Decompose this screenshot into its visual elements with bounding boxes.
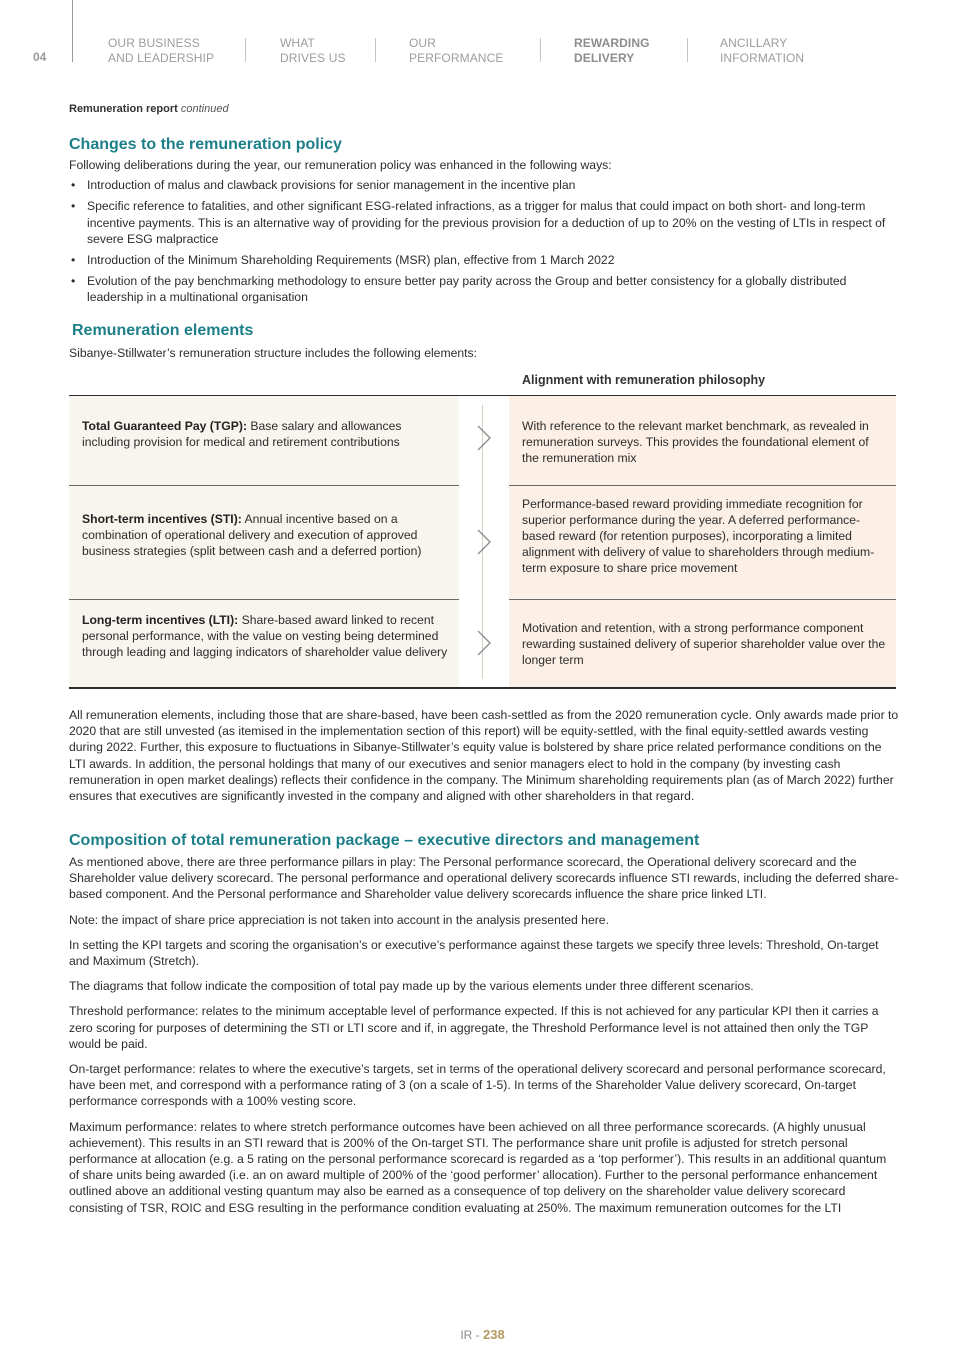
nav-separator xyxy=(540,38,541,62)
nav-our-performance[interactable]: OUR PERFORMANCE xyxy=(409,36,504,65)
nav-what-drives-us[interactable]: WHAT DRIVES US xyxy=(280,36,346,65)
nav-rewarding-delivery[interactable]: REWARDING DELIVERY xyxy=(574,36,650,65)
policy-bullet: • Specific reference to fatalities, and other significant ESG-related infractions, as a trigger for malus that could impact on both short- and long-term incentive payments. This is an alternative way of providing for the previous provision for a deduction of up to 20% on the vesting of LTIs in respect of severe ESG malpractice xyxy=(69,198,899,247)
table-bottom-rule xyxy=(69,687,896,689)
policy-bullet: • Evolution of the pay benchmarking methodology to ensure better pay parity across the Group and better consistency for a globally distributed leadership in a multinational organisation xyxy=(69,273,899,305)
composition-paragraph: As mentioned above, there are three performance pillars in play: The Personal performance scorecard, the Operational delivery scorecard and the Shareholder value delivery scorecard. The personal performance and operational delivery scorecards influence STI rewards, including the deferred share-based component. And the Personal performance and Shareholder value delivery scorecards influence the share price linked LTI. xyxy=(69,855,899,902)
section-number: 04 xyxy=(33,50,47,64)
alignment-tgp: With reference to the relevant market benchmark, as revealed in remuneration surveys. This provides the foundational element of the remuneration mix xyxy=(522,419,869,465)
composition-paragraph: Threshold performance: relates to the minimum acceptable level of performance expected. If this is not achieved for any particular KPI then it carries a zero scoring for purposes of determining the STI or LTI score and if, in aggregate, the Threshold Performance level is not attained then only the TGP would be paid. xyxy=(69,1004,879,1051)
row-rule xyxy=(509,485,896,486)
alignment-header: Alignment with remuneration philosophy xyxy=(522,373,766,387)
elements-intro: Sibanye-Stillwater’s remuneration structure includes the following elements: xyxy=(69,346,478,360)
row-rule xyxy=(509,599,896,600)
composition-title: Composition of total remuneration package – executive directors and management xyxy=(69,832,700,849)
elements-title: Remuneration elements xyxy=(72,322,254,339)
elements-table xyxy=(69,395,896,689)
composition-paragraph: Maximum performance: relates to where stretch performance outcomes have been achieved on all three performance scorecards. (A highly unusual achievement). This results in an STI reward that is 200% of the On-target STI. The performance share unit profile is adjusted for stretch personal performance at allocation (e.g. a 5 rating on the personal performance scorecard is regarded as a ‘top performer’). This results in an additional quantum of share units being awarded (i.e. an on award multiple of 200% of the ‘good performer’ allocation). Further to the personal performance enhancement outlined above an additional vesting quantum may also be earned as a consequence of top delivery on the shareholder value delivery scorecard consisting of TSR, ROIC and ESG resulting in the performance condition evaluating at 250%. The maximum remuneration outcomes for the LTI xyxy=(69,1119,887,1215)
nav-separator xyxy=(245,38,246,62)
element-lti: Long-term incentives (LTI): Share-based award linked to recent personal performance, with the value on vesting being determined through leading and lagging indicators of shareholder value delivery xyxy=(82,613,448,659)
cash-settled-section xyxy=(69,707,899,804)
table-top-rule xyxy=(69,395,896,396)
row-rule xyxy=(69,599,459,600)
nav-ancillary-information[interactable]: ANCILLARY INFORMATION xyxy=(720,36,805,65)
nav-separator xyxy=(375,38,376,62)
cash-settled-paragraph: All remuneration elements, including those that are share-based, have been cash-settled as from the 2020 remuneration cycle. Only awards made prior to 2020 that are still unvested (as itemised in the implementation section of this report) will be equity-settled, with the final equity-settled awards vesting during 2022. Further, this exposure to fluctuations in Sibanye-Stillwater’s equity value is bolstered by share price related performance conditions on the LTI awards. In addition, the personal holdings that many of our executives and senior managers elect to hold in the company (by investing cash remuneration in open market dealings) reflects their confidence in the company. The Minimum shareholding requirements plan (as of March 2022) further ensures that executives are significantly invested in the company and aligned with other shareholders in that regard. xyxy=(69,708,899,804)
element-sti: Short-term incentives (STI): Annual incentive based on a combination of operational delivery and execution of approved business strategies (split between cash and a deferred portion) xyxy=(82,512,422,558)
header-divider xyxy=(72,0,73,62)
report-label: Remuneration report continued xyxy=(69,103,229,115)
policy-section xyxy=(69,135,899,311)
chevron-right-icon xyxy=(475,424,493,452)
policy-title: Changes to the remuneration policy xyxy=(69,136,342,153)
composition-paragraph: The diagrams that follow indicate the composition of total pay made up by the various elements under three different scenarios. xyxy=(69,979,754,994)
composition-paragraph: Note: the impact of share price appreciation is not taken into account in the analysis presented here. xyxy=(69,912,609,927)
alignment-sti: Performance-based reward providing immediate recognition for superior performance during the year. A deferred performance-based reward (for retention purposes), incorporating a limited alignment with delivery of value to shareholders through medium-term exposure to share price movement xyxy=(522,497,875,575)
policy-bullet: • Introduction of the Minimum Shareholding Requirements (MSR) plan, effective from 1 March 2022 xyxy=(69,252,899,268)
page-footer: IR - 238 xyxy=(460,1327,505,1342)
alignment-lti: Motivation and retention, with a strong performance component rewarding sustained delivery of superior shareholder value over the longer term xyxy=(522,621,886,667)
row-rule xyxy=(69,485,459,486)
policy-bullets xyxy=(69,177,899,305)
policy-intro: Following deliberations during the year, our remuneration policy was enhanced in the following ways: xyxy=(69,158,612,172)
nav-separator xyxy=(687,38,688,62)
elements-section xyxy=(69,321,899,361)
nav-our-business[interactable]: OUR BUSINESS AND LEADERSHIP xyxy=(108,36,215,65)
policy-bullet: • Introduction of malus and clawback provisions for senior management in the incentive plan xyxy=(69,177,899,193)
composition-paragraph: In setting the KPI targets and scoring the organisation’s or executive’s performance against these targets we specify three levels: Threshold, On-target and Maximum (Stretch). xyxy=(69,937,879,969)
composition-section xyxy=(69,831,899,1225)
chevron-right-icon xyxy=(475,528,493,556)
element-tgp: Total Guaranteed Pay (TGP): Base salary and allowances including provision for medical and retirement contributions xyxy=(82,419,402,449)
chevron-right-icon xyxy=(475,629,493,657)
composition-paragraph: On-target performance: relates to where the executive’s targets, set in terms of the operational delivery scorecard and personal performance scorecard, have been met, and correspond with a performance rating of 3 (on a scale of 1-5). In terms of the Shareholder Value delivery scorecard, On-target performance corresponds with a 100% vesting score. xyxy=(69,1062,886,1109)
page-number: 238 xyxy=(482,1327,505,1342)
page-header xyxy=(0,0,965,80)
